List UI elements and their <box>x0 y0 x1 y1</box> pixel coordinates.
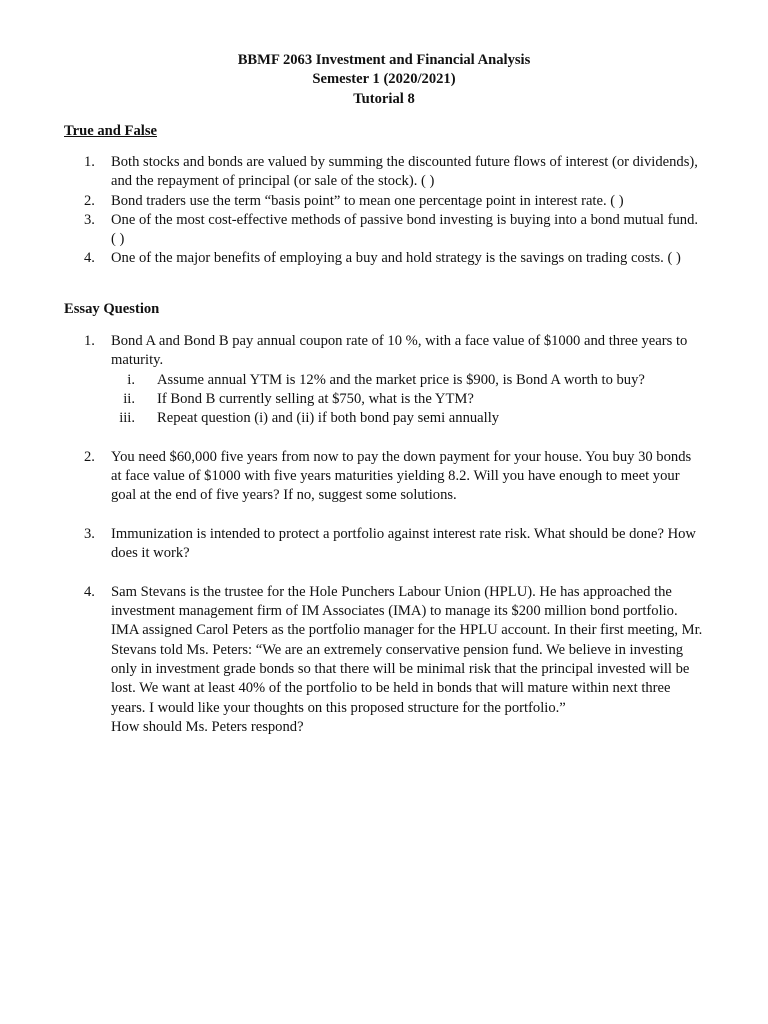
course-title: BBMF 2063 Investment and Financial Analysis <box>237 52 531 68</box>
list-item <box>64 153 704 192</box>
sub-item-number: ii. <box>123 390 135 407</box>
list-item <box>64 192 704 211</box>
item-text: Sam Stevans is the trustee for the Hole Punchers Labour Union (HPLU). He has approached the investment management firm of IM Associates (IMA) to manage its $200 million bond portfolio. IMA assigned Carol Peters as the portfolio manager for the HPLU account. In their first meeting, Mr. Stevans told Ms. Peters: “We are an extremely conservative pension fund. We believe in investing only in investment grade bonds so that there will be minimal risk that the principal invested will be lost. We want at least 40% of the portfolio to be held in bonds that will mature within next three years. I would like your thoughts on this proposed structure for the portfolio.” <box>111 583 703 716</box>
item-text: Bond traders use the term “basis point” to mean one percentage point in interest rate. ( ) <box>111 192 624 209</box>
semester-title: Semester 1 (2020/2021) <box>312 71 456 88</box>
item-text: Bond A and Bond B pay annual coupon rate of 10 %, with a face value of $1000 and three years to maturity. <box>111 333 688 369</box>
item-followup: How should Ms. Peters respond? <box>111 718 304 735</box>
list-item <box>64 448 704 506</box>
essay-heading: Essay Question <box>64 301 160 317</box>
true-false-heading: True and False <box>64 123 157 139</box>
item-text: You need $60,000 five years from now to pay the down payment for your house. You buy 30 bonds at face value of $1000 with five years maturities yielding 8.2. Will you have enough to meet your goal at the end of five years? If no, suggest some solutions. <box>111 448 692 504</box>
sub-item <box>111 390 704 409</box>
sub-item <box>111 371 704 390</box>
item-text: One of the most cost-effective methods of passive bond investing is buying into a bond mutual fund. ( ) <box>111 211 699 248</box>
sub-item <box>111 409 704 428</box>
document-header <box>0 51 768 109</box>
list-item <box>64 249 704 268</box>
sub-item-text: If Bond B currently selling at $750, what is the YTM? <box>157 390 474 407</box>
sub-item-text: Assume annual YTM is 12% and the market price is $900, is Bond A worth to buy? <box>157 371 645 388</box>
sub-item-number: iii. <box>119 410 135 427</box>
list-item <box>64 332 704 428</box>
item-number: 4. <box>84 250 95 267</box>
list-item <box>64 211 704 250</box>
tutorial-title: Tutorial 8 <box>353 90 415 107</box>
item-text: Both stocks and bonds are valued by summing the discounted future flows of interest (or dividends), and the repayment of principal (or sale of the stock). ( ) <box>111 154 698 190</box>
sub-item-text: Repeat question (i) and (ii) if both bond pay semi annually <box>157 410 500 427</box>
essay-list <box>64 332 704 737</box>
list-item <box>64 525 704 564</box>
item-text: One of the major benefits of employing a buy and hold strategy is the savings on trading costs. ( ) <box>111 250 681 267</box>
item-number: 3. <box>84 525 95 542</box>
sub-question-list <box>111 371 704 429</box>
item-text: Immunization is intended to protect a portfolio against interest rate risk. What should be done? How does it work? <box>111 525 696 562</box>
item-number: 4. <box>84 583 95 600</box>
list-item <box>64 583 704 737</box>
sub-item-number: i. <box>127 371 135 388</box>
item-number: 1. <box>84 333 95 349</box>
item-number: 2. <box>84 192 95 209</box>
true-false-list <box>64 153 704 269</box>
item-number: 3. <box>84 211 95 228</box>
item-number: 1. <box>84 154 95 170</box>
item-number: 2. <box>84 448 95 465</box>
